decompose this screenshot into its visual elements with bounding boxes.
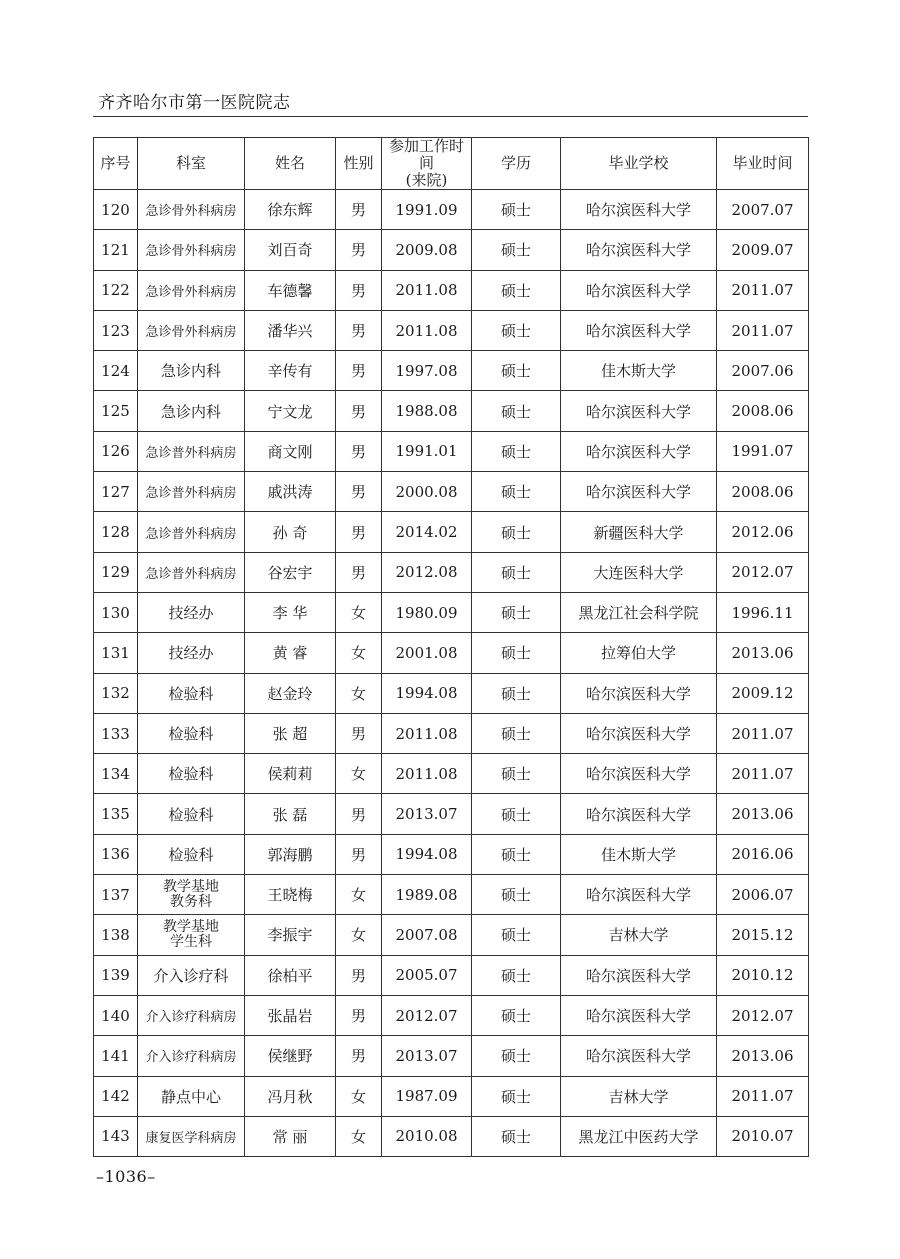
cell-sex: 男 bbox=[336, 552, 382, 592]
cell-start: 1994.08 bbox=[382, 673, 472, 713]
cell-dept: 介入诊疗科 bbox=[138, 955, 245, 995]
cell-grad: 2011.07 bbox=[717, 1076, 809, 1116]
cell-start: 1994.08 bbox=[382, 834, 472, 874]
cell-degree: 硕士 bbox=[472, 230, 561, 270]
cell-name: 张晶岩 bbox=[245, 995, 336, 1035]
cell-grad: 2011.07 bbox=[717, 754, 809, 794]
cell-no: 140 bbox=[94, 995, 138, 1035]
cell-name: 商文刚 bbox=[245, 431, 336, 471]
cell-degree: 硕士 bbox=[472, 794, 561, 834]
cell-no: 133 bbox=[94, 713, 138, 753]
cell-dept: 教学基地 学生科 bbox=[138, 915, 245, 955]
cell-dept: 急诊骨外科病房 bbox=[138, 270, 245, 310]
cell-school: 吉林大学 bbox=[561, 915, 717, 955]
cell-degree: 硕士 bbox=[472, 915, 561, 955]
cell-sex: 男 bbox=[336, 190, 382, 230]
cell-school: 佳木斯大学 bbox=[561, 834, 717, 874]
cell-school: 哈尔滨医科大学 bbox=[561, 754, 717, 794]
cell-dept: 急诊内科 bbox=[138, 351, 245, 391]
cell-start: 1980.09 bbox=[382, 592, 472, 632]
table-row bbox=[94, 1076, 809, 1116]
cell-school: 黑龙江社会科学院 bbox=[561, 592, 717, 632]
cell-degree: 硕士 bbox=[472, 351, 561, 391]
cell-no: 141 bbox=[94, 1036, 138, 1076]
cell-sex: 女 bbox=[336, 633, 382, 673]
table-row bbox=[94, 754, 809, 794]
table-row bbox=[94, 472, 809, 512]
cell-name: 张 超 bbox=[245, 713, 336, 753]
table-row bbox=[94, 592, 809, 632]
cell-degree: 硕士 bbox=[472, 472, 561, 512]
table-row bbox=[94, 270, 809, 310]
cell-name: 张 磊 bbox=[245, 794, 336, 834]
cell-name: 徐柏平 bbox=[245, 955, 336, 995]
cell-school: 黑龙江中医药大学 bbox=[561, 1116, 717, 1156]
cell-name: 常 丽 bbox=[245, 1116, 336, 1156]
table-row bbox=[94, 1036, 809, 1076]
cell-name: 李振宇 bbox=[245, 915, 336, 955]
cell-sex: 女 bbox=[336, 1116, 382, 1156]
cell-degree: 硕士 bbox=[472, 391, 561, 431]
cell-no: 139 bbox=[94, 955, 138, 995]
cell-school: 哈尔滨医科大学 bbox=[561, 391, 717, 431]
cell-degree: 硕士 bbox=[472, 754, 561, 794]
cell-name: 谷宏宇 bbox=[245, 552, 336, 592]
cell-sex: 男 bbox=[336, 713, 382, 753]
cell-dept: 检验科 bbox=[138, 673, 245, 713]
cell-school: 哈尔滨医科大学 bbox=[561, 794, 717, 834]
cell-dept: 急诊普外科病房 bbox=[138, 552, 245, 592]
cell-grad: 2007.06 bbox=[717, 351, 809, 391]
cell-school: 哈尔滨医科大学 bbox=[561, 270, 717, 310]
cell-no: 132 bbox=[94, 673, 138, 713]
cell-school: 哈尔滨医科大学 bbox=[561, 431, 717, 471]
cell-degree: 硕士 bbox=[472, 834, 561, 874]
cell-name: 戚洪涛 bbox=[245, 472, 336, 512]
cell-name: 侯继野 bbox=[245, 1036, 336, 1076]
cell-sex: 女 bbox=[336, 915, 382, 955]
cell-no: 120 bbox=[94, 190, 138, 230]
cell-grad: 2012.06 bbox=[717, 512, 809, 552]
table-row bbox=[94, 512, 809, 552]
cell-no: 123 bbox=[94, 310, 138, 350]
cell-grad: 2008.06 bbox=[717, 391, 809, 431]
header-divider bbox=[93, 116, 808, 117]
cell-grad: 2006.07 bbox=[717, 875, 809, 915]
cell-start: 1991.01 bbox=[382, 431, 472, 471]
cell-dept: 急诊骨外科病房 bbox=[138, 190, 245, 230]
cell-dept: 急诊普外科病房 bbox=[138, 431, 245, 471]
cell-dept: 急诊普外科病房 bbox=[138, 512, 245, 552]
cell-dept: 急诊骨外科病房 bbox=[138, 230, 245, 270]
cell-grad: 2007.07 bbox=[717, 190, 809, 230]
cell-grad: 2011.07 bbox=[717, 310, 809, 350]
col-header-start: 参加工作时间 (来院) bbox=[382, 138, 472, 190]
cell-degree: 硕士 bbox=[472, 552, 561, 592]
cell-start: 2007.08 bbox=[382, 915, 472, 955]
cell-start: 2014.02 bbox=[382, 512, 472, 552]
col-header-grad: 毕业时间 bbox=[717, 138, 809, 190]
cell-no: 128 bbox=[94, 512, 138, 552]
cell-start: 1987.09 bbox=[382, 1076, 472, 1116]
cell-no: 134 bbox=[94, 754, 138, 794]
cell-grad: 2015.12 bbox=[717, 915, 809, 955]
table-row bbox=[94, 552, 809, 592]
cell-grad: 2010.07 bbox=[717, 1116, 809, 1156]
table-row bbox=[94, 633, 809, 673]
cell-start: 2012.07 bbox=[382, 995, 472, 1035]
cell-grad: 1991.07 bbox=[717, 431, 809, 471]
cell-name: 孙 奇 bbox=[245, 512, 336, 552]
cell-dept: 介入诊疗科病房 bbox=[138, 995, 245, 1035]
cell-grad: 2009.07 bbox=[717, 230, 809, 270]
cell-no: 138 bbox=[94, 915, 138, 955]
cell-school: 哈尔滨医科大学 bbox=[561, 190, 717, 230]
cell-sex: 男 bbox=[336, 472, 382, 512]
cell-sex: 女 bbox=[336, 1076, 382, 1116]
cell-grad: 1996.11 bbox=[717, 592, 809, 632]
cell-school: 哈尔滨医科大学 bbox=[561, 310, 717, 350]
cell-start: 2011.08 bbox=[382, 270, 472, 310]
cell-degree: 硕士 bbox=[472, 955, 561, 995]
cell-degree: 硕士 bbox=[472, 592, 561, 632]
cell-start: 2012.08 bbox=[382, 552, 472, 592]
cell-start: 2011.08 bbox=[382, 713, 472, 753]
cell-dept: 检验科 bbox=[138, 713, 245, 753]
staff-table bbox=[93, 137, 809, 1157]
cell-degree: 硕士 bbox=[472, 270, 561, 310]
cell-dept: 急诊骨外科病房 bbox=[138, 310, 245, 350]
cell-start: 2010.08 bbox=[382, 1116, 472, 1156]
table-row bbox=[94, 995, 809, 1035]
table-row bbox=[94, 190, 809, 230]
cell-school: 吉林大学 bbox=[561, 1076, 717, 1116]
cell-dept: 检验科 bbox=[138, 754, 245, 794]
cell-grad: 2009.12 bbox=[717, 673, 809, 713]
cell-degree: 硕士 bbox=[472, 875, 561, 915]
cell-name: 刘百奇 bbox=[245, 230, 336, 270]
cell-dept: 检验科 bbox=[138, 794, 245, 834]
cell-name: 潘华兴 bbox=[245, 310, 336, 350]
cell-sex: 女 bbox=[336, 673, 382, 713]
cell-dept: 康复医学科病房 bbox=[138, 1116, 245, 1156]
cell-dept: 静点中心 bbox=[138, 1076, 245, 1116]
cell-start: 2013.07 bbox=[382, 794, 472, 834]
cell-sex: 男 bbox=[336, 391, 382, 431]
cell-sex: 男 bbox=[336, 955, 382, 995]
cell-start: 2005.07 bbox=[382, 955, 472, 995]
cell-degree: 硕士 bbox=[472, 633, 561, 673]
col-header-no: 序号 bbox=[94, 138, 138, 190]
cell-name: 黄 睿 bbox=[245, 633, 336, 673]
cell-no: 126 bbox=[94, 431, 138, 471]
cell-name: 车德馨 bbox=[245, 270, 336, 310]
cell-no: 130 bbox=[94, 592, 138, 632]
cell-name: 李 华 bbox=[245, 592, 336, 632]
cell-no: 121 bbox=[94, 230, 138, 270]
cell-degree: 硕士 bbox=[472, 512, 561, 552]
cell-grad: 2012.07 bbox=[717, 552, 809, 592]
col-header-degree: 学历 bbox=[472, 138, 561, 190]
cell-dept: 技经办 bbox=[138, 633, 245, 673]
cell-sex: 男 bbox=[336, 270, 382, 310]
cell-start: 2001.08 bbox=[382, 633, 472, 673]
cell-start: 2000.08 bbox=[382, 472, 472, 512]
cell-no: 127 bbox=[94, 472, 138, 512]
page-number: –1036– bbox=[96, 1167, 156, 1186]
cell-no: 137 bbox=[94, 875, 138, 915]
cell-grad: 2013.06 bbox=[717, 794, 809, 834]
table-row bbox=[94, 310, 809, 350]
cell-dept: 介入诊疗科病房 bbox=[138, 1036, 245, 1076]
cell-school: 佳木斯大学 bbox=[561, 351, 717, 391]
cell-degree: 硕士 bbox=[472, 310, 561, 350]
cell-no: 131 bbox=[94, 633, 138, 673]
table-row bbox=[94, 431, 809, 471]
cell-name: 王晓梅 bbox=[245, 875, 336, 915]
cell-start: 1988.08 bbox=[382, 391, 472, 431]
cell-degree: 硕士 bbox=[472, 1036, 561, 1076]
page-header-title: 齐齐哈尔市第一医院院志 bbox=[98, 93, 291, 113]
cell-no: 122 bbox=[94, 270, 138, 310]
cell-school: 拉筹伯大学 bbox=[561, 633, 717, 673]
col-header-name: 姓名 bbox=[245, 138, 336, 190]
table-row bbox=[94, 713, 809, 753]
cell-start: 2013.07 bbox=[382, 1036, 472, 1076]
cell-no: 136 bbox=[94, 834, 138, 874]
cell-sex: 男 bbox=[336, 351, 382, 391]
table-row bbox=[94, 834, 809, 874]
cell-school: 哈尔滨医科大学 bbox=[561, 995, 717, 1035]
cell-sex: 男 bbox=[336, 1036, 382, 1076]
cell-school: 哈尔滨医科大学 bbox=[561, 673, 717, 713]
table-row bbox=[94, 875, 809, 915]
cell-start: 2011.08 bbox=[382, 310, 472, 350]
cell-no: 135 bbox=[94, 794, 138, 834]
cell-degree: 硕士 bbox=[472, 431, 561, 471]
cell-grad: 2008.06 bbox=[717, 472, 809, 512]
cell-start: 2011.08 bbox=[382, 754, 472, 794]
cell-dept: 急诊普外科病房 bbox=[138, 472, 245, 512]
col-header-sex: 性别 bbox=[336, 138, 382, 190]
cell-degree: 硕士 bbox=[472, 673, 561, 713]
cell-sex: 男 bbox=[336, 431, 382, 471]
cell-grad: 2013.06 bbox=[717, 1036, 809, 1076]
cell-name: 赵金玲 bbox=[245, 673, 336, 713]
cell-grad: 2011.07 bbox=[717, 270, 809, 310]
cell-school: 哈尔滨医科大学 bbox=[561, 875, 717, 915]
cell-school: 哈尔滨医科大学 bbox=[561, 955, 717, 995]
cell-name: 郭海鹏 bbox=[245, 834, 336, 874]
cell-sex: 男 bbox=[336, 834, 382, 874]
cell-grad: 2016.06 bbox=[717, 834, 809, 874]
cell-no: 124 bbox=[94, 351, 138, 391]
cell-grad: 2011.07 bbox=[717, 713, 809, 753]
cell-dept: 教学基地 教务科 bbox=[138, 875, 245, 915]
cell-start: 1997.08 bbox=[382, 351, 472, 391]
cell-grad: 2012.07 bbox=[717, 995, 809, 1035]
cell-name: 宁文龙 bbox=[245, 391, 336, 431]
cell-degree: 硕士 bbox=[472, 1076, 561, 1116]
cell-sex: 男 bbox=[336, 995, 382, 1035]
cell-name: 冯月秋 bbox=[245, 1076, 336, 1116]
cell-sex: 男 bbox=[336, 512, 382, 552]
cell-degree: 硕士 bbox=[472, 995, 561, 1035]
table-row bbox=[94, 391, 809, 431]
table-row bbox=[94, 915, 809, 955]
cell-school: 哈尔滨医科大学 bbox=[561, 713, 717, 753]
cell-school: 新疆医科大学 bbox=[561, 512, 717, 552]
col-header-dept: 科室 bbox=[138, 138, 245, 190]
col-header-school: 毕业学校 bbox=[561, 138, 717, 190]
cell-sex: 女 bbox=[336, 754, 382, 794]
cell-sex: 女 bbox=[336, 592, 382, 632]
cell-grad: 2013.06 bbox=[717, 633, 809, 673]
cell-school: 哈尔滨医科大学 bbox=[561, 1036, 717, 1076]
cell-start: 1989.08 bbox=[382, 875, 472, 915]
cell-no: 125 bbox=[94, 391, 138, 431]
cell-sex: 男 bbox=[336, 230, 382, 270]
cell-sex: 男 bbox=[336, 794, 382, 834]
cell-start: 2009.08 bbox=[382, 230, 472, 270]
cell-name: 侯莉莉 bbox=[245, 754, 336, 794]
cell-name: 辛传有 bbox=[245, 351, 336, 391]
cell-dept: 技经办 bbox=[138, 592, 245, 632]
cell-no: 143 bbox=[94, 1116, 138, 1156]
table-row bbox=[94, 230, 809, 270]
table-row bbox=[94, 1116, 809, 1156]
table-header-row bbox=[94, 138, 809, 190]
cell-start: 1991.09 bbox=[382, 190, 472, 230]
cell-dept: 急诊内科 bbox=[138, 391, 245, 431]
table-row bbox=[94, 794, 809, 834]
cell-no: 142 bbox=[94, 1076, 138, 1116]
cell-sex: 男 bbox=[336, 310, 382, 350]
cell-no: 129 bbox=[94, 552, 138, 592]
cell-school: 哈尔滨医科大学 bbox=[561, 472, 717, 512]
table-row bbox=[94, 351, 809, 391]
cell-degree: 硕士 bbox=[472, 713, 561, 753]
cell-degree: 硕士 bbox=[472, 190, 561, 230]
cell-school: 大连医科大学 bbox=[561, 552, 717, 592]
cell-school: 哈尔滨医科大学 bbox=[561, 230, 717, 270]
cell-name: 徐东辉 bbox=[245, 190, 336, 230]
table-row bbox=[94, 673, 809, 713]
table-row bbox=[94, 955, 809, 995]
cell-dept: 检验科 bbox=[138, 834, 245, 874]
cell-sex: 女 bbox=[336, 875, 382, 915]
cell-degree: 硕士 bbox=[472, 1116, 561, 1156]
cell-grad: 2010.12 bbox=[717, 955, 809, 995]
